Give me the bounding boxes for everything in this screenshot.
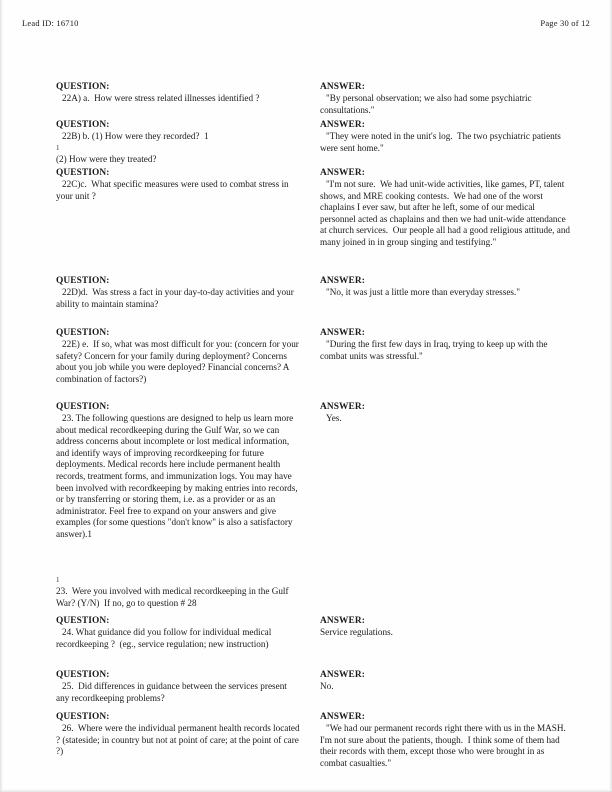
question-block-22a	[56, 82, 301, 105]
question-block-22d	[56, 276, 301, 310]
answer-label: ANSWER:	[320, 120, 365, 130]
answer-label: ANSWER:	[320, 616, 365, 626]
answer-label: ANSWER:	[320, 670, 365, 680]
answer-label: ANSWER:	[320, 276, 365, 286]
answer-label: ANSWER:	[320, 402, 365, 412]
question-text: 22A) a. How were stress related illnesses identified ?	[62, 93, 260, 103]
footnote-mark-2	[56, 576, 301, 584]
question-label: QUESTION:	[56, 670, 110, 680]
answer-label: ANSWER:	[320, 168, 365, 178]
question-label: QUESTION:	[56, 402, 110, 412]
answer-block-22e	[320, 328, 572, 362]
answer-block-25	[320, 670, 572, 693]
question-text: (2) How were they treated?	[56, 154, 157, 164]
question-text: 22C)c. What specific measures were used to combat stress in your unit ?	[56, 179, 291, 201]
question-text: 22B) b. (1) How were they recorded? 1	[62, 131, 209, 141]
answer-block-22d	[320, 276, 572, 299]
questions-column	[56, 72, 301, 762]
answer-text: "No, it was just a little more than everyday stresses."	[326, 287, 521, 297]
question-label: QUESTION:	[56, 168, 110, 178]
question-block-25	[56, 670, 301, 704]
footnote-mark-text: 1	[56, 144, 60, 152]
answer-block-22a	[320, 82, 572, 116]
page-header	[22, 18, 590, 32]
answer-text: "They were noted in the unit's log. The two psychiatric patients were sent home."	[320, 131, 564, 153]
question-block-22b	[56, 120, 301, 143]
answers-column	[320, 72, 573, 768]
footnote-mark-text: 1	[56, 576, 60, 584]
question-label: QUESTION:	[56, 276, 110, 286]
question-text: 23. The following questions are designed to help us learn more about medical recordkeeping during the Gulf War, so we can address concerns about incomplete or lost medical information, and identify ways of improving recordkeeping for future deployments. Medical records here include permanent health records, treatment forms, and immunization logs. You may have been involved with recordkeeping by making entries into records, or by transferring or storing them, i.e. as a provider or as an administrator. Feel free to expand on your answers and give examples (for some questions "don't know" is also a satisfactory answer).1	[56, 413, 300, 539]
two-column-body	[56, 72, 573, 768]
answer-block-22c	[320, 168, 572, 249]
scan-edge-left	[0, 0, 3, 792]
question-block-23-intro	[56, 402, 301, 541]
answer-text: Service regulations.	[320, 627, 393, 637]
question-text: 22D)d. Was stress a fact in your day-to-day activities and your ability to maintain stamina?	[56, 287, 297, 309]
question-block-24	[56, 616, 301, 650]
question-text: 25. Did differences in guidance between the services present any recordkeeping problems?	[56, 681, 290, 703]
answer-text: "We had our permanent records right there with us in the MASH. I'm not sure about the patients, though. I think some of them had their records with them, except those who were brought in as combat casualties."	[320, 723, 571, 768]
question-label: QUESTION:	[56, 328, 110, 338]
question-block-22e	[56, 328, 301, 385]
question-text: 24. What guidance did you follow for individual medical recordkeeping ? (eg., service regulation; new instruction)	[56, 627, 274, 649]
answer-block-22b	[320, 120, 572, 154]
answer-text: "By personal observation; we also had some psychiatric consultations."	[320, 93, 534, 115]
answer-label: ANSWER:	[320, 712, 365, 722]
question-text: 26. Where were the individual permanent health records located ? (stateside; in country but not at point of care; at the point of care ?)	[56, 723, 302, 757]
lead-id-label: Lead ID: 16710	[22, 18, 79, 28]
question-block-26	[56, 712, 301, 758]
answer-block-23	[320, 402, 572, 425]
question-label: QUESTION:	[56, 616, 110, 626]
question-block-22c	[56, 168, 301, 202]
page-number-label: Page 30 of 12	[540, 18, 590, 28]
question-label: QUESTION:	[56, 120, 110, 130]
question-text: 23. Were you involved with medical recordkeeping in the Gulf War? (Y/N) If no, go to question # 28	[56, 586, 291, 608]
answer-text: "I'm not sure. We had unit-wide activities, like games, PT, talent shows, and MRE cooking contests. We had one of the worst chaplains I ever saw, but after he left, some of our medical personnel acted as chaplains and then we had unit-wide attendance at church services. Our people all had a good religious attitude, and many joined in in group singing and testifying."	[320, 179, 573, 247]
answer-block-24	[320, 616, 572, 639]
answer-text: Yes.	[326, 413, 342, 423]
question-label: QUESTION:	[56, 712, 110, 722]
question-block-23	[56, 586, 301, 609]
answer-label: ANSWER:	[320, 82, 365, 92]
answer-text: No.	[320, 681, 334, 691]
answer-block-26	[320, 712, 572, 769]
question-text: 22E) e. If so, what was most difficult for you: (concern for your safety? Concern for your family during deployment? Concerns about you job while you were deployed? Financial concerns? A combination of factors?)	[56, 339, 302, 384]
answer-text: "During the first few days in Iraq, trying to keep up with the combat units was stressful."	[320, 339, 550, 361]
answer-label: ANSWER:	[320, 328, 365, 338]
footnote-mark-1	[56, 144, 301, 152]
question-block-22b2	[56, 154, 301, 166]
question-label: QUESTION:	[56, 82, 110, 92]
